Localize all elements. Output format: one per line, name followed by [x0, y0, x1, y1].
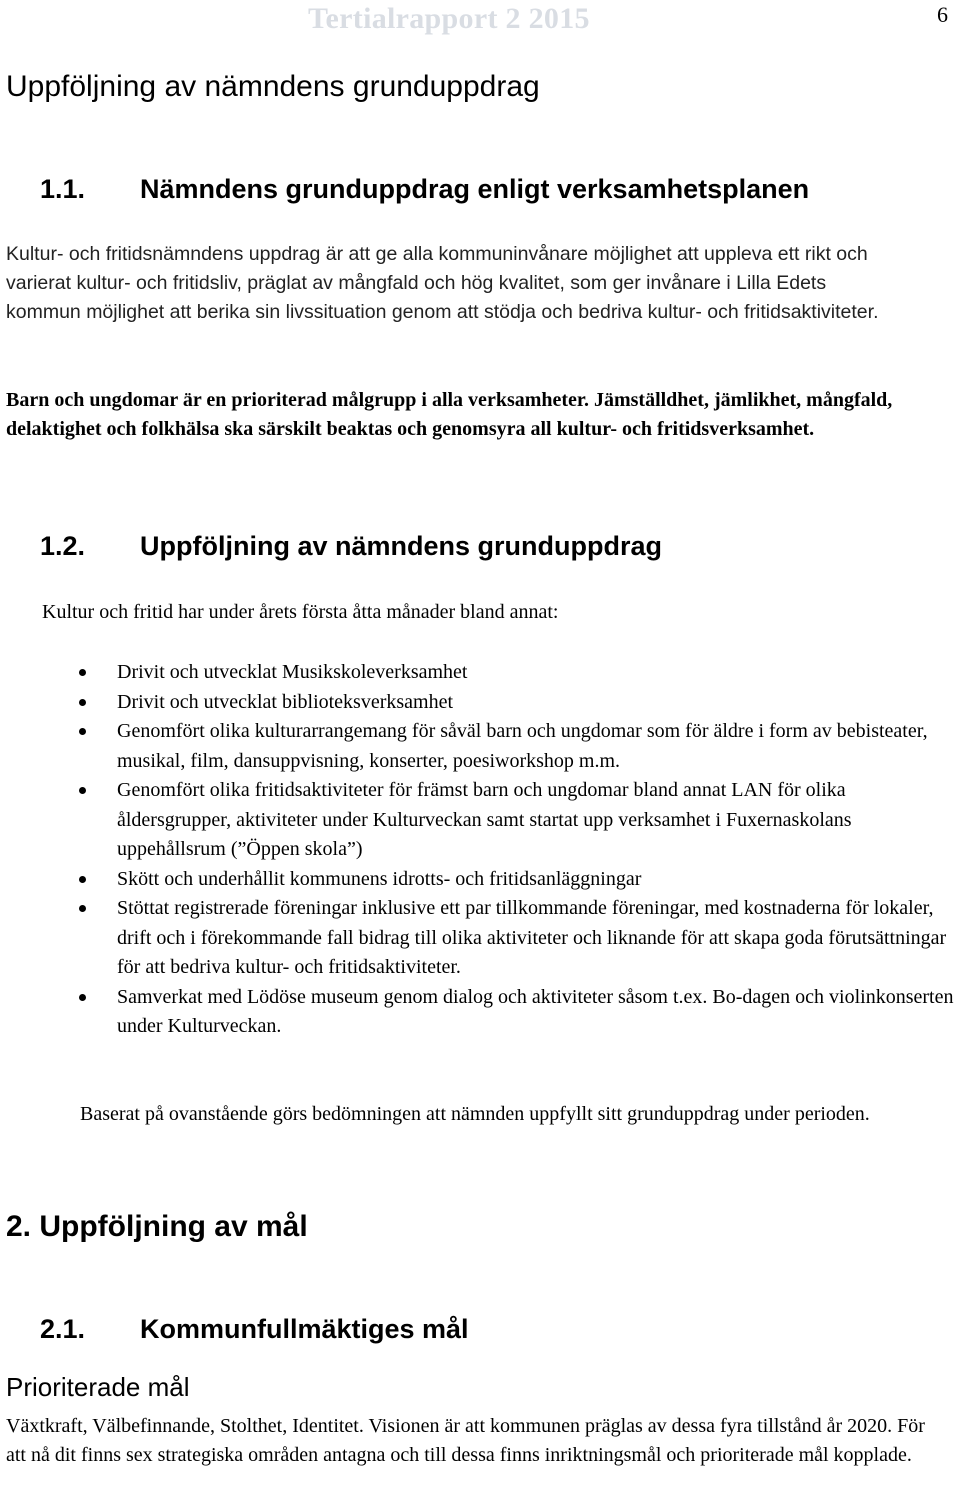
list-item-text: Drivit och utvecklat Musikskoleverksamhet: [117, 661, 468, 683]
prioriterade-mal-paragraph: Växtkraft, Välbefinnande, Stolthet, Identitet. Visionen är att kommunen präglas av dessa fyra tillstånd år 2020. För att nå dit finns sex strategiska områden antagna och till dessa finns inriktningsmål och prioriterade mål kopplade.: [6, 1415, 925, 1466]
bullet-icon: [79, 669, 86, 676]
priority-statement: Barn och ungdomar är en prioriterad målgrupp i alla verksamheter. Jämställdhet, jämlikhet, mångfald, delaktighet och folkhälsa ska särskilt beaktas och genomsyra all kultur- och fritidsverksamhet.: [6, 389, 893, 440]
list-item: [72, 776, 960, 865]
bullet-icon: [79, 787, 86, 794]
heading-2-1-title: Kommunfullmäktiges mål: [140, 1314, 469, 1344]
bullet-icon: [79, 728, 86, 735]
assessment-conclusion: Baserat på ovanstående görs bedömningen att nämnden uppfyllt sitt grunduppdrag under perioden.: [80, 1103, 870, 1125]
heading-1-1-number: 1.1.: [40, 174, 86, 204]
activities-list: [72, 658, 960, 1042]
bullet-icon: [79, 994, 86, 1001]
heading-2-1-number: 2.1.: [40, 1314, 86, 1344]
header-title: Tertialrapport 2 2015: [308, 2, 590, 35]
heading-2: 2. Uppföljning av mål: [6, 1210, 308, 1243]
list-item-text: Genomfört olika fritidsaktiviteter för främst barn och ungdomar bland annat LAN för olika åldersgrupper, aktiviteter under Kulturveckan samt startat upp verksamhet i Fuxernaskolans uppehållsrum (”Öppen skola”): [117, 779, 852, 860]
activities-intro: Kultur och fritid har under årets första åtta månader bland annat:: [42, 601, 559, 623]
bullet-icon: [79, 876, 86, 883]
list-item: [72, 865, 960, 895]
list-item: [72, 717, 960, 776]
page-number: 6: [937, 2, 948, 27]
heading-1-2: [40, 531, 662, 562]
bullet-icon: [79, 905, 86, 912]
list-item-text: Drivit och utvecklat biblioteksverksamhet: [117, 690, 454, 713]
main-heading: Uppföljning av nämndens grunduppdrag: [6, 70, 540, 103]
bullet-icon: [79, 699, 86, 706]
list-item: [72, 688, 960, 718]
list-item-text: Genomfört olika kulturarrangemang för såväl barn och ungdomar som för äldre i form av bebisteater, musikal, film, dansuppvisning, konserter, poesiworkshop m.m.: [117, 720, 928, 772]
prioriterade-mal-heading: Prioriterade mål: [6, 1372, 190, 1402]
heading-1-2-number: 1.2.: [40, 531, 86, 561]
grunduppdrag-paragraph: Kultur- och fritidsnämndens uppdrag är att ge alla kommuninvånare möjlighet att uppleva ett rikt och varierat kultur- och fritidsliv, präglat av mångfald och hög kvalitet, som ger invånare i Lilla Edets kommun möjlighet att berika sin livssituation genom att stödja och bedriva kultur- och fritidsaktiviteter.: [6, 243, 879, 323]
list-item: [72, 658, 960, 688]
heading-1-1-title: Nämndens grunduppdrag enligt verksamhetsplanen: [140, 174, 810, 204]
list-item: [72, 983, 960, 1042]
heading-1-1: [40, 174, 809, 205]
heading-2-1: [40, 1314, 469, 1345]
list-item-text: Samverkat med Lödöse museum genom dialog och aktiviteter såsom t.ex. Bo-dagen och violinkonserten under Kulturveckan.: [117, 985, 954, 1037]
list-item-text: Skött och underhållit kommunens idrotts- och fritidsanläggningar: [117, 867, 642, 890]
list-item: [72, 894, 960, 983]
heading-1-2-title: Uppföljning av nämndens grunduppdrag: [140, 531, 662, 561]
list-item-text: Stöttat registrerade föreningar inklusive ett par tillkommande föreningar, med kostnaderna för lokaler, drift och i förekommande fall bidrag till olika aktiviteter och liknande för att skapa goda förutsättningar för att bedriva kultur- och fritidsaktiviteter.: [117, 897, 947, 978]
